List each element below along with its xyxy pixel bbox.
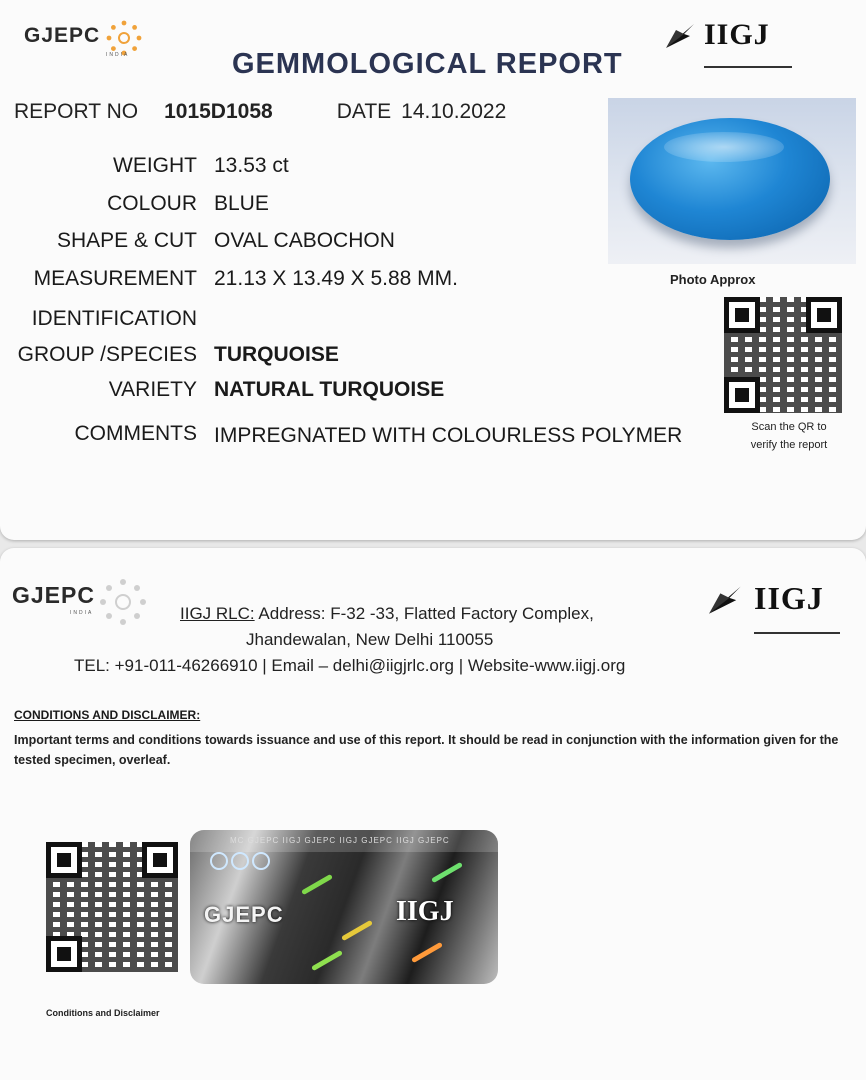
report-number-line [14, 100, 506, 124]
date-value: 14.10.2022 [401, 100, 507, 123]
hologram-iigj-text: IIGJ [396, 896, 454, 927]
qr-verify-caption [734, 418, 844, 454]
field-value: TURQUOISE [214, 343, 339, 366]
gjepc-india-text: INDIA [70, 610, 94, 616]
field-label: WEIGHT [113, 154, 197, 177]
qr-finder [724, 297, 760, 333]
hologram-spark [341, 920, 373, 941]
conditions-title: CONDITIONS AND DISCLAIMER: [14, 708, 201, 722]
gjepc-logo [12, 582, 149, 628]
hologram-spark [411, 942, 443, 963]
gjepc-logo [24, 24, 144, 58]
report-title: GEMMOLOGICAL REPORT [232, 48, 623, 80]
field-label: SHAPE & CUT [56, 229, 197, 252]
address-line-2: Jhandewalan, New Delhi 110055 [246, 630, 494, 649]
date-label: DATE [336, 100, 392, 123]
field-value: IMPREGNATED WITH COLOURLESS POLYMER [214, 424, 683, 447]
qr-finder [724, 377, 760, 413]
report-no-value: 1015D1058 [164, 100, 273, 123]
hologram-hex-icon [210, 852, 270, 870]
contact-line: TEL: +91-011-46266910 | Email – delhi@iigjrlc.org | Website-www.iigj.org [74, 656, 626, 675]
iigj-logo [706, 580, 824, 617]
field-label: COMMENTS [74, 422, 197, 445]
qr-finder [806, 297, 842, 333]
hologram-spark [431, 862, 463, 883]
photo-caption: Photo Approx [670, 272, 756, 287]
address-text: Address: F-32 -33, Flatted Factory Complex, [254, 604, 594, 623]
hologram-gjepc-text: GJEPC [204, 902, 284, 927]
conditions-qr-caption: Conditions and Disclaimer [46, 1008, 160, 1018]
field-value: 13.53 ct [214, 154, 289, 177]
qr-caption-line: Scan the QR to [751, 421, 827, 433]
qr-finder [142, 842, 178, 878]
verify-qr-code[interactable] [724, 297, 842, 413]
field-label: MEASUREMENT [33, 267, 197, 290]
field-label: VARIETY [108, 378, 197, 401]
conditions-qr-code[interactable] [46, 842, 178, 972]
iigj-tagline-line [704, 66, 792, 68]
address-line-1 [180, 604, 594, 624]
qr-caption-line: verify the report [750, 439, 828, 451]
iigj-diamond-icon [706, 582, 746, 616]
qr-finder [46, 842, 82, 878]
hologram-strip-text: MC GJEPC IIGJ GJEPC IIGJ GJEPC IIGJ GJEPC [190, 830, 498, 852]
hologram-spark [301, 874, 333, 895]
gjepc-logo-text: GJEPC [24, 24, 101, 47]
field-value: NATURAL TURQUOISE [214, 378, 445, 401]
gjepc-sunburst-icon [97, 576, 149, 628]
iigj-logo-text: IIGJ [704, 18, 770, 51]
lab-name: IIGJ RLC: [180, 604, 255, 623]
field-value: 21.13 X 13.49 X 5.88 MM. [214, 267, 458, 290]
iigj-diamond-icon [664, 20, 698, 50]
gjepc-logo-text: GJEPC [12, 582, 95, 608]
iigj-logo [664, 18, 770, 52]
field-value: OVAL CABOCHON [214, 229, 395, 252]
field-label: IDENTIFICATION [31, 307, 197, 330]
turquoise-stone-image [630, 118, 830, 240]
iigj-tagline-line [754, 632, 840, 634]
field-label: GROUP /SPECIES [17, 343, 197, 366]
conditions-text: Important terms and conditions towards issuance and use of this report. It should be read in conjunction with the information given for the tested specimen, overleaf. [14, 733, 839, 767]
security-hologram [190, 830, 498, 984]
field-label: COLOUR [107, 192, 197, 215]
hologram-spark [311, 950, 343, 971]
report-no-label: REPORT NO [14, 100, 139, 123]
field-value: BLUE [214, 192, 269, 215]
gjepc-india-text: INDIA [106, 52, 130, 58]
iigj-logo-text: IIGJ [754, 580, 824, 616]
gem-photo [608, 98, 856, 264]
qr-finder [46, 936, 82, 972]
